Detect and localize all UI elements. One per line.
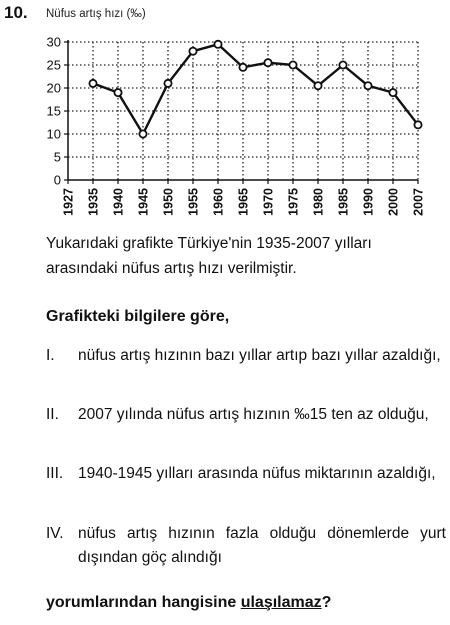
x-tick-label: 2000 — [386, 188, 401, 216]
y-tick-label: 30 — [46, 34, 61, 50]
data-point — [389, 89, 396, 96]
data-point — [239, 64, 246, 71]
x-tick-label: 1990 — [361, 188, 376, 216]
data-point — [314, 82, 321, 89]
data-point — [414, 121, 421, 128]
data-point — [339, 61, 346, 68]
x-tick-label: 1970 — [261, 188, 276, 216]
data-point — [289, 61, 296, 68]
option-numeral: II. — [46, 406, 59, 423]
footer-suffix: ? — [321, 594, 332, 611]
data-point — [164, 80, 171, 87]
x-tick-label: 1960 — [211, 188, 226, 216]
data-point — [89, 80, 96, 87]
x-tick-label: 2007 — [411, 188, 426, 216]
option-numeral: IV. — [46, 525, 64, 542]
question-footer — [46, 594, 331, 612]
option-text: 1940-1945 yılları arasında nüfus miktarının azaldığı, — [78, 465, 436, 482]
y-tick-label: 15 — [46, 103, 61, 119]
x-tick-label: 1950 — [161, 188, 176, 216]
y-tick-label: 25 — [46, 57, 61, 73]
x-tick-label: 1975 — [286, 188, 301, 216]
option-numeral: III. — [46, 465, 64, 482]
x-tick-label: 1955 — [186, 188, 201, 216]
option-text: nüfus artış hızının fazla olduğu dönemlerde yurt dışından göç alındığı — [78, 525, 446, 566]
y-tick-label: 0 — [53, 172, 61, 188]
x-tick-label: 1927 — [61, 188, 76, 216]
y-tick-label: 10 — [46, 126, 61, 142]
data-point — [139, 130, 146, 137]
footer-prefix: yorumlarından hangisine — [46, 594, 241, 611]
data-point — [364, 82, 371, 89]
data-point — [189, 48, 196, 55]
y-tick-label: 5 — [53, 149, 61, 165]
chart-caption: Yukarıdaki grafikte Türkiye'nin 1935-2007 yılları arasındaki nüfus artış hızı verilmiştir. — [46, 235, 372, 277]
x-tick-label: 1945 — [136, 188, 151, 216]
question-prompt: Grafikteki bilgilere göre, — [46, 308, 230, 325]
y-tick-label: 20 — [46, 80, 61, 96]
y-axis-label: Nüfus artış hızı (‰) — [46, 8, 146, 20]
line-chart — [0, 0, 450, 228]
option-text: 2007 yılında nüfus artış hızının ‰15 ten az olduğu, — [78, 406, 429, 423]
x-tick-label: 1940 — [111, 188, 126, 216]
question-number: 10. — [4, 3, 28, 22]
x-tick-label: 1935 — [86, 188, 101, 216]
x-tick-label: 1985 — [336, 188, 351, 216]
data-point — [264, 59, 271, 66]
x-tick-label: 1965 — [236, 188, 251, 216]
option-text: nüfus artış hızının bazı yıllar artıp bazı yıllar azaldığı, — [78, 347, 441, 364]
data-point — [114, 89, 121, 96]
data-point — [214, 41, 221, 48]
x-tick-label: 1980 — [311, 188, 326, 216]
footer-underlined: ulaşılamaz — [240, 594, 322, 611]
option-numeral: I. — [46, 347, 55, 364]
